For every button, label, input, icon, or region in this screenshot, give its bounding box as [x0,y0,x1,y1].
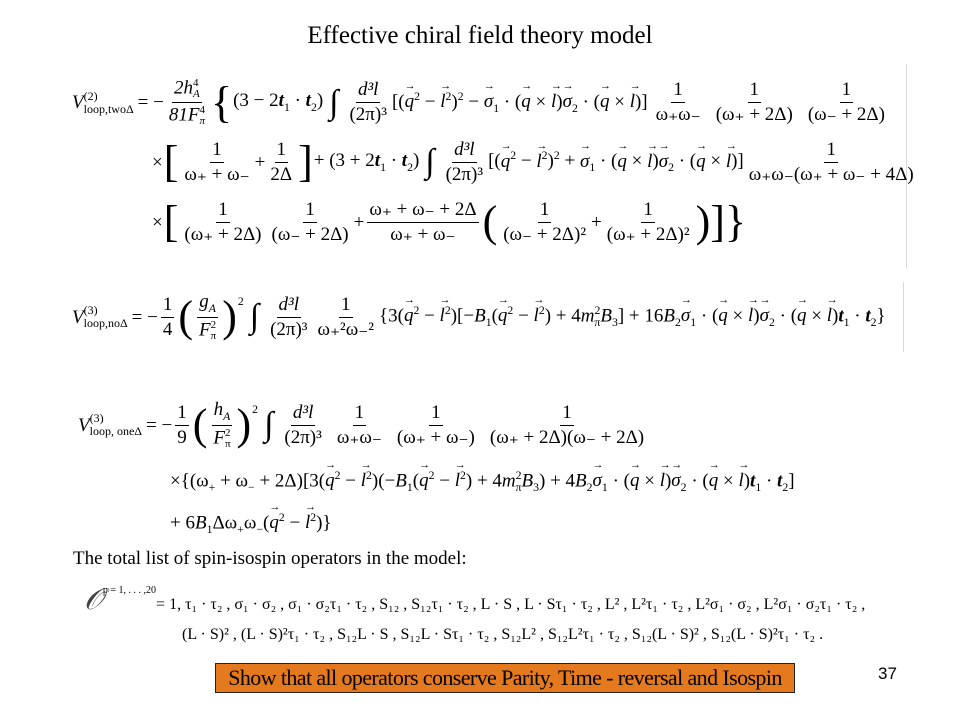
equation-one-delta-line-1: V (3) loop, oneΔ = − $\frac{1}{9}$ ( $h_A$ F 2 π ) $^2$ ∫ $\frac{\text{d³l}}{\text{(2π)³}}$ $\frac{1}{\omega_+\omega_-}$ $\frac{1}{(\omega_+ + \omega_-)}$ $\frac{1}{(\omega_+ + 2\Delta)(\omega_- + 2\Delta)}$ [78,399,645,451]
measure-fraction: $\frac{\text{d³l}}{\text{(2π)³}}$ [349,79,387,125]
image-edge [903,282,904,352]
coefficient-fraction: 2h 4 A 81F 4 π [168,77,205,127]
operator-symbol: 𝒪 [84,582,103,617]
superscript: (2) [83,88,98,103]
operator-list-line-1 [84,582,865,617]
equation-two-delta-line-1: V (2) loop,twoΔ = − 2h 4 A 81F 4 π { $(3 - 2t_1 \cdot t_2)$ ∫ $\frac{\text{d³l}}{\text{(2π)³}}$ [(→ $q^2$ − → $l^2)^2$ − → $\sigma_1$ · (→ q × → $l)\to \sigma_2$ · (→ q × → l)] $\frac{1}{\omega_+\omega_-}$ $\frac{1}{(\omega_+ + 2\Delta)}$ $\frac{1}{(\omega_- + 2\Delta)}$ [72,78,890,127]
parity-time-isospin-callout: Show that all operators conserve Parity, Time - reversal and Isospin [215,663,795,693]
equation-one-delta-line-3: + $6B_1\Delta\omega_+\omega_-(\to q^2$ − → $l^2$)} [170,512,332,536]
operator-line-1-text: = 1, τ₁ · τ₂ , σ₁ · σ₂ , σ₁ · σ₂τ₁ · τ₂ , S₁₂ , S₁₂τ₁ · τ₂ , L · S , L · Sτ₁ · τ₂ , L² , L²τ₁ · τ₂ , L²σ₁ · σ₂ , L²σ₁ · σ₂τ₁ · τ₂ , [156,596,866,613]
slide-title: Effective chiral field theory model [307,22,653,49]
equation-no-delta-line: V (3) loop,noΔ = − $\frac{1}{4}$ ( $g_A$ F 2 π ) $^2$ ∫ $\frac{\text{d³l}}{\text{(2π)³}}$ $\frac{1}{\text{ω₊²ω₋²}}$ {$3(\to q^2$ − → $l^2)[-B_1(\to q^2$ − → $l^2) + 4m^2_\pi B_3] + 16B_2\to \sigma_1$ · (→ q × → $l)\to \sigma_2$ · (→ q × → $l)t_1 \cdot t_2$} [72,292,886,342]
equation-two-delta-line-2: × [ $\frac{1}{\omega_+ + \omega_-}$ + $\frac{1}{2\Delta}$ ] + $(3 + 2t_1 \cdot t_2)$ ∫ $\frac{\text{d³l}}{\text{(2π)³}}$ [(→ $q^2$ − → $l^2)^2$ + → $\sigma_1$ · (→ q × → $l)\to \sigma_2$ · (→ q × → l)] $\frac{1}{\omega_+\omega_-(\omega_+ + \omega_- + 4\Delta)}$ [152,140,919,185]
operator-list-intro: The total list of spin-isospin operators in the model: [73,548,467,569]
equation-one-delta-line-2: $\times\{(\omega_+ + \omega_- + 2\Delta)[3(\to q^2$ − → $l^2)(-B_1(\to q^2$ − → $l^2) + 4m^2_\pi B_3) + 4B_2\to \sigma_1$ · (→ q × → $l)\to \sigma_2$ · (→ q × → $l)t_1 \cdot t_2$] [170,470,795,494]
operator-index: p = 1, . . . ,20 [102,584,157,596]
equation-two-delta-line-3: × [ $\frac{1}{(\omega_+ + 2\Delta)}$ $\frac{1}{(\omega_- + 2\Delta)}$ + $\frac{\omega_+ + \omega_- + 2\Delta}{\omega_+ + \omega_-}$ ( $\frac{1}{\text{(ω₋ + 2Δ)²}}$ + $\frac{1}{\text{(ω₊ + 2Δ)²}}$ )]} [152,197,747,247]
potential-symbol: V [72,92,84,113]
subscript: loop,twoΔ [83,101,134,116]
operator-list-line-2: (L · S)² , (L · S)²τ₁ · τ₂ , S₁₂L · S , S₁₂L · Sτ₁ · τ₂ , S₁₂L² , S₁₂L²τ₁ · τ₂ , S₁₂(L · S)² , S₁₂(L · S)²τ₁ · τ₂ . [182,626,824,643]
page-number: 37 [878,664,897,683]
